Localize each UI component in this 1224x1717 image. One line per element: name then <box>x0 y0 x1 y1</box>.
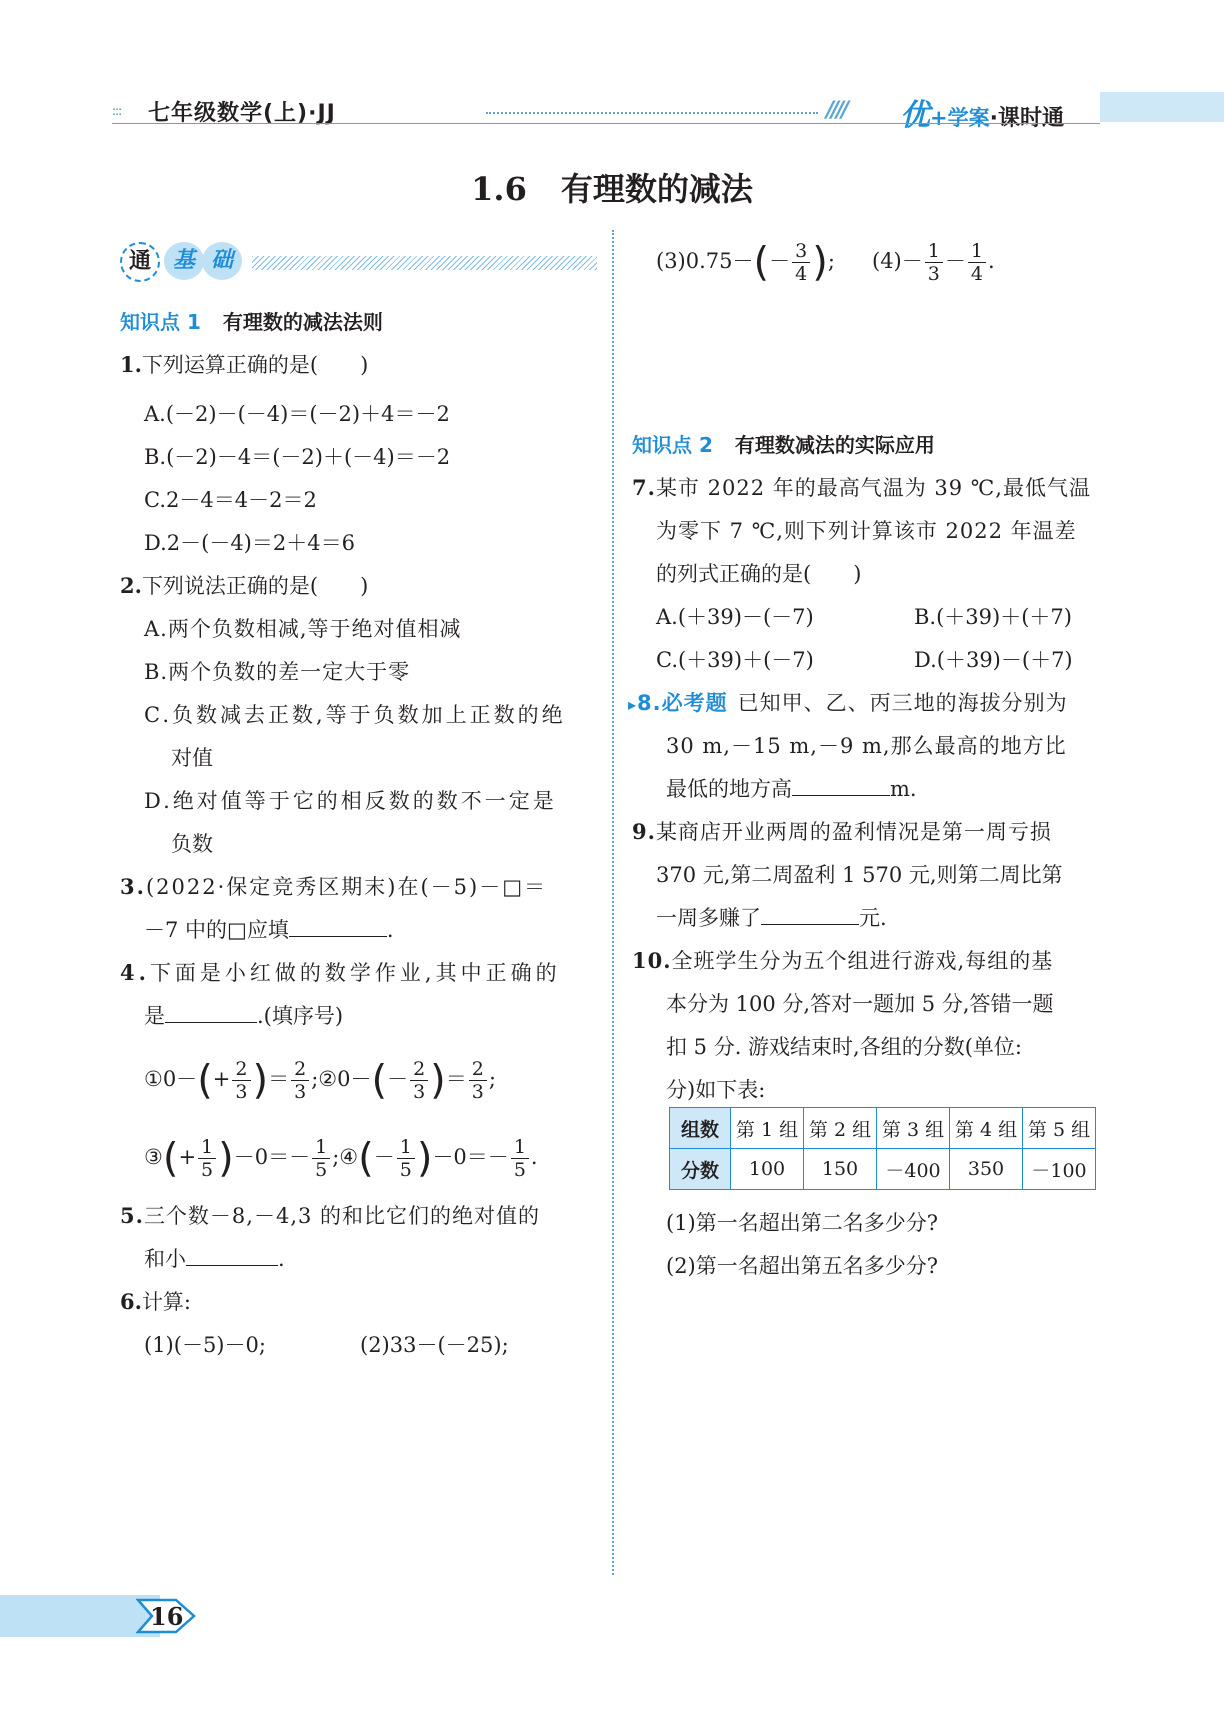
section-number: 1.6 <box>471 170 527 208</box>
q1-option-b: B.(－2)－4＝(－2)＋(－4)＝－2 <box>144 445 451 469</box>
question-9-line2: 370 元,第二周盈利 1 570 元,则第二周比第 <box>656 863 1063 887</box>
question-text: 某商店开业两周的盈利情况是第一周亏损 <box>655 820 1052 844</box>
brand-xue: 学案 <box>947 106 990 130</box>
page-number: 16 <box>150 1602 184 1631</box>
book-title: 七年级数学(上)·JJ <box>148 101 336 126</box>
question-text: . <box>386 918 394 942</box>
column-divider <box>612 230 614 1575</box>
question-text: 是 <box>144 1004 165 1028</box>
question-9-line3 <box>656 906 887 930</box>
question-text: (2022·保定竞秀区期末)在(－5)－□＝ <box>145 875 548 899</box>
answer-blank[interactable] <box>761 906 859 925</box>
fraction: $\frac{1}{5}$ <box>198 1136 216 1181</box>
question-text: 元. <box>859 906 887 930</box>
badge-char-2: 基 <box>164 242 204 280</box>
expr-sign: － <box>769 249 791 273</box>
q2-option-b: B.两个负数的差一定大于零 <box>144 660 411 684</box>
right-paren: ) <box>430 1057 446 1104</box>
question-9 <box>632 820 1052 844</box>
left-paren: ( <box>371 1057 388 1104</box>
q6-part-1: (1)(－5)－0; <box>144 1333 266 1357</box>
question-8-line3 <box>666 777 917 801</box>
question-text: 一周多赚了 <box>656 906 761 930</box>
question-number: 5. <box>120 1203 144 1228</box>
expr-text: － <box>944 249 966 273</box>
table-cell: －100 <box>1023 1149 1096 1190</box>
brand-plus: + <box>930 106 948 130</box>
expr-sign: + <box>212 1067 231 1091</box>
q6-part-2: (2)33－(－25); <box>360 1333 509 1357</box>
kp-title: 有理数减法的实际应用 <box>734 433 935 457</box>
brand-rest: ·课时通 <box>989 106 1064 131</box>
q10-sub-1: (1)第一名超出第二名多少分? <box>666 1211 939 1235</box>
question-text: 下列说法正确的是( ) <box>141 574 369 598</box>
q1-option-c: C.2－4＝4－2＝2 <box>144 488 317 512</box>
q6-part-3 <box>656 236 835 286</box>
question-text: 下列运算正确的是( ) <box>141 353 369 377</box>
question-5 <box>120 1204 540 1228</box>
fraction: $\frac{1}{5}$ <box>397 1136 415 1181</box>
right-paren: ) <box>252 1057 269 1104</box>
answer-blank[interactable] <box>289 918 387 937</box>
fraction: $\frac{2}{3}$ <box>410 1058 428 1103</box>
question-number: 4. <box>120 960 150 985</box>
question-8 <box>628 691 1068 717</box>
score-table <box>669 1107 1096 1190</box>
fraction: $\frac{1}{5}$ <box>511 1136 529 1181</box>
question-text: －7 中的□应填 <box>144 918 289 942</box>
left-paren: ( <box>358 1135 374 1182</box>
fraction: $\frac{1}{4}$ <box>968 240 986 285</box>
table-cell: 100 <box>731 1149 804 1190</box>
question-8-line2: 30 m,－15 m,－9 m,那么最高的地方比 <box>666 734 1067 758</box>
question-text: .(填序号) <box>257 1004 344 1028</box>
question-text: 三个数－8,－4,3 的和比它们的绝对值的 <box>143 1204 541 1228</box>
expr-text: ③ <box>144 1145 163 1169</box>
q7-option-b: B.(＋39)＋(＋7) <box>914 605 1072 629</box>
question-7-line2: 为零下 7 ℃,则下列计算该市 2022 年温差 <box>656 519 1077 543</box>
header-band <box>1100 92 1224 122</box>
question-text: 计算: <box>141 1290 192 1314</box>
left-paren: ( <box>162 1135 179 1182</box>
question-text: m. <box>890 777 917 801</box>
header-rule <box>112 123 1100 124</box>
header-slashes: //// <box>826 98 847 123</box>
question-text: 下面是小红做的数学作业,其中正确的 <box>149 961 561 985</box>
question-number: 3. <box>120 874 146 899</box>
kp-label: 知识点 2 <box>632 433 713 457</box>
right-paren: ) <box>416 1135 433 1182</box>
question-6 <box>120 1290 191 1314</box>
q4-expression-1-2: ①0－(+ $\frac{2}{3}$ )＝ $\frac{2}{3}$ ;②0－(－ $\frac{2}{3}$ )＝ $\frac{2}{3}$ ; <box>144 1057 496 1104</box>
q2-option-c-cont: 对值 <box>171 746 213 770</box>
row-header-scores: 分数 <box>670 1149 731 1190</box>
q2-option-d: D.绝对值等于它的相反数的数不一定是 <box>144 789 557 813</box>
question-3 <box>120 875 547 899</box>
question-2 <box>120 574 368 598</box>
fraction: $\frac{2}{3}$ <box>232 1058 250 1103</box>
fraction: $\frac{3}{4}$ <box>792 240 810 285</box>
expr-text: ; <box>488 1067 496 1091</box>
expr-text: (3)0.75－ <box>656 249 754 273</box>
question-number: 1. <box>120 352 142 377</box>
table-cell: 350 <box>950 1149 1023 1190</box>
header-dotted-leader <box>486 112 818 114</box>
q10-sub-2: (2)第一名超出第五名多少分? <box>666 1254 939 1278</box>
question-number: 7. <box>632 475 656 500</box>
expr-text: －0＝－ <box>233 1145 311 1169</box>
badge-hatch-bar <box>252 256 597 270</box>
table-row <box>670 1108 1096 1149</box>
answer-blank[interactable] <box>792 777 890 796</box>
expr-text: . <box>987 249 995 273</box>
question-number: 10. <box>632 948 672 973</box>
question-10 <box>632 949 1053 973</box>
expr-text: ; <box>827 249 835 273</box>
question-7 <box>632 476 1091 500</box>
expr-text: (4)－ <box>872 249 923 273</box>
expr-text: ;②0－ <box>311 1067 372 1091</box>
expr-text: ①0－ <box>144 1067 198 1091</box>
table-cell: 第 5 组 <box>1023 1108 1096 1149</box>
badge-char-1: 通 <box>120 242 160 282</box>
expr-sign: － <box>373 1145 395 1169</box>
q2-option-c: C.负数减去正数,等于负数加上正数的绝 <box>144 703 566 727</box>
q6-part-4 <box>872 236 995 286</box>
table-cell: 第 2 组 <box>804 1108 877 1149</box>
expr-text: ;④ <box>332 1145 359 1169</box>
question-10-line3: 扣 5 分. 游戏结束时,各组的分数(单位: <box>666 1035 1023 1059</box>
q7-option-a: A.(＋39)－(－7) <box>656 605 814 629</box>
expr-text: . <box>530 1145 538 1169</box>
table-cell: －400 <box>877 1149 950 1190</box>
section-badge <box>120 240 250 282</box>
fraction: $\frac{2}{3}$ <box>291 1058 309 1103</box>
section-title: 有理数的减法 <box>560 170 753 208</box>
answer-blank[interactable] <box>186 1247 278 1266</box>
expr-sign: － <box>387 1067 409 1091</box>
page-title <box>0 164 1224 210</box>
left-paren: ( <box>753 239 770 286</box>
question-1 <box>120 353 368 377</box>
fraction: $\frac{1}{5}$ <box>312 1136 330 1181</box>
table-cell: 150 <box>804 1149 877 1190</box>
brand-you: 优 <box>900 98 930 133</box>
question-4-cont <box>144 1004 343 1028</box>
right-paren: ) <box>218 1135 234 1182</box>
q2-option-d-cont: 负数 <box>171 832 213 856</box>
table-cell: 第 1 组 <box>731 1108 804 1149</box>
row-header-groups: 组数 <box>670 1108 731 1149</box>
left-paren: ( <box>197 1057 213 1104</box>
q7-option-d: D.(＋39)－(＋7) <box>914 648 1073 672</box>
badge-char-3: 础 <box>202 242 242 280</box>
question-3-cont <box>144 918 394 942</box>
question-number: 9. <box>632 819 656 844</box>
header-dots-icon: ::: <box>112 104 122 118</box>
kp-label: 知识点 1 <box>120 310 201 334</box>
question-number: 2. <box>120 573 142 598</box>
expr-sign: + <box>178 1145 197 1169</box>
right-paren: ) <box>812 239 828 286</box>
question-text: 全班学生分为五个组进行游戏,每组的基 <box>671 949 1054 973</box>
table-cell: 第 3 组 <box>877 1108 950 1149</box>
question-text: 已知甲、乙、丙三地的海拔分别为 <box>737 691 1068 715</box>
table-row <box>670 1149 1096 1190</box>
question-text: 某市 2022 年的最高气温为 39 ℃,最低气温 <box>655 476 1091 500</box>
question-text: . <box>278 1247 285 1271</box>
q1-option-d: D.2－(－4)＝2＋4＝6 <box>144 531 355 555</box>
answer-blank[interactable] <box>165 1004 257 1023</box>
question-text: 和小 <box>144 1247 186 1271</box>
expr-text: －0＝－ <box>432 1145 509 1169</box>
fraction: $\frac{1}{3}$ <box>925 240 943 285</box>
q1-option-a: A.(－2)－(－4)＝(－2)＋4＝－2 <box>144 402 450 426</box>
question-10-line4: 分)如下表: <box>666 1078 766 1102</box>
table-cell: 第 4 组 <box>950 1108 1023 1149</box>
q2-option-a: A.两个负数相减,等于绝对值相减 <box>144 617 462 641</box>
q4-expression-3-4 <box>144 1132 538 1182</box>
question-5-cont <box>144 1247 285 1271</box>
question-10-line2: 本分为 100 分,答对一题加 5 分,答错一题 <box>666 992 1054 1016</box>
q7-option-c: C.(＋39)＋(－7) <box>656 648 814 672</box>
fraction: $\frac{2}{3}$ <box>469 1058 487 1103</box>
brand-logo <box>900 90 1064 134</box>
question-7-line3: 的列式正确的是( ) <box>656 562 862 586</box>
triangle-marker-icon: ▸ <box>628 695 638 714</box>
must-test-tag: 必考题 <box>661 691 728 715</box>
question-number: 8. <box>637 691 662 715</box>
question-number: 6. <box>120 1289 142 1314</box>
kp-title: 有理数的减法法则 <box>222 310 383 334</box>
knowledge-point-2 <box>632 433 935 457</box>
question-4 <box>120 961 561 985</box>
question-text: 最低的地方高 <box>666 777 792 801</box>
knowledge-point-1 <box>120 310 383 334</box>
